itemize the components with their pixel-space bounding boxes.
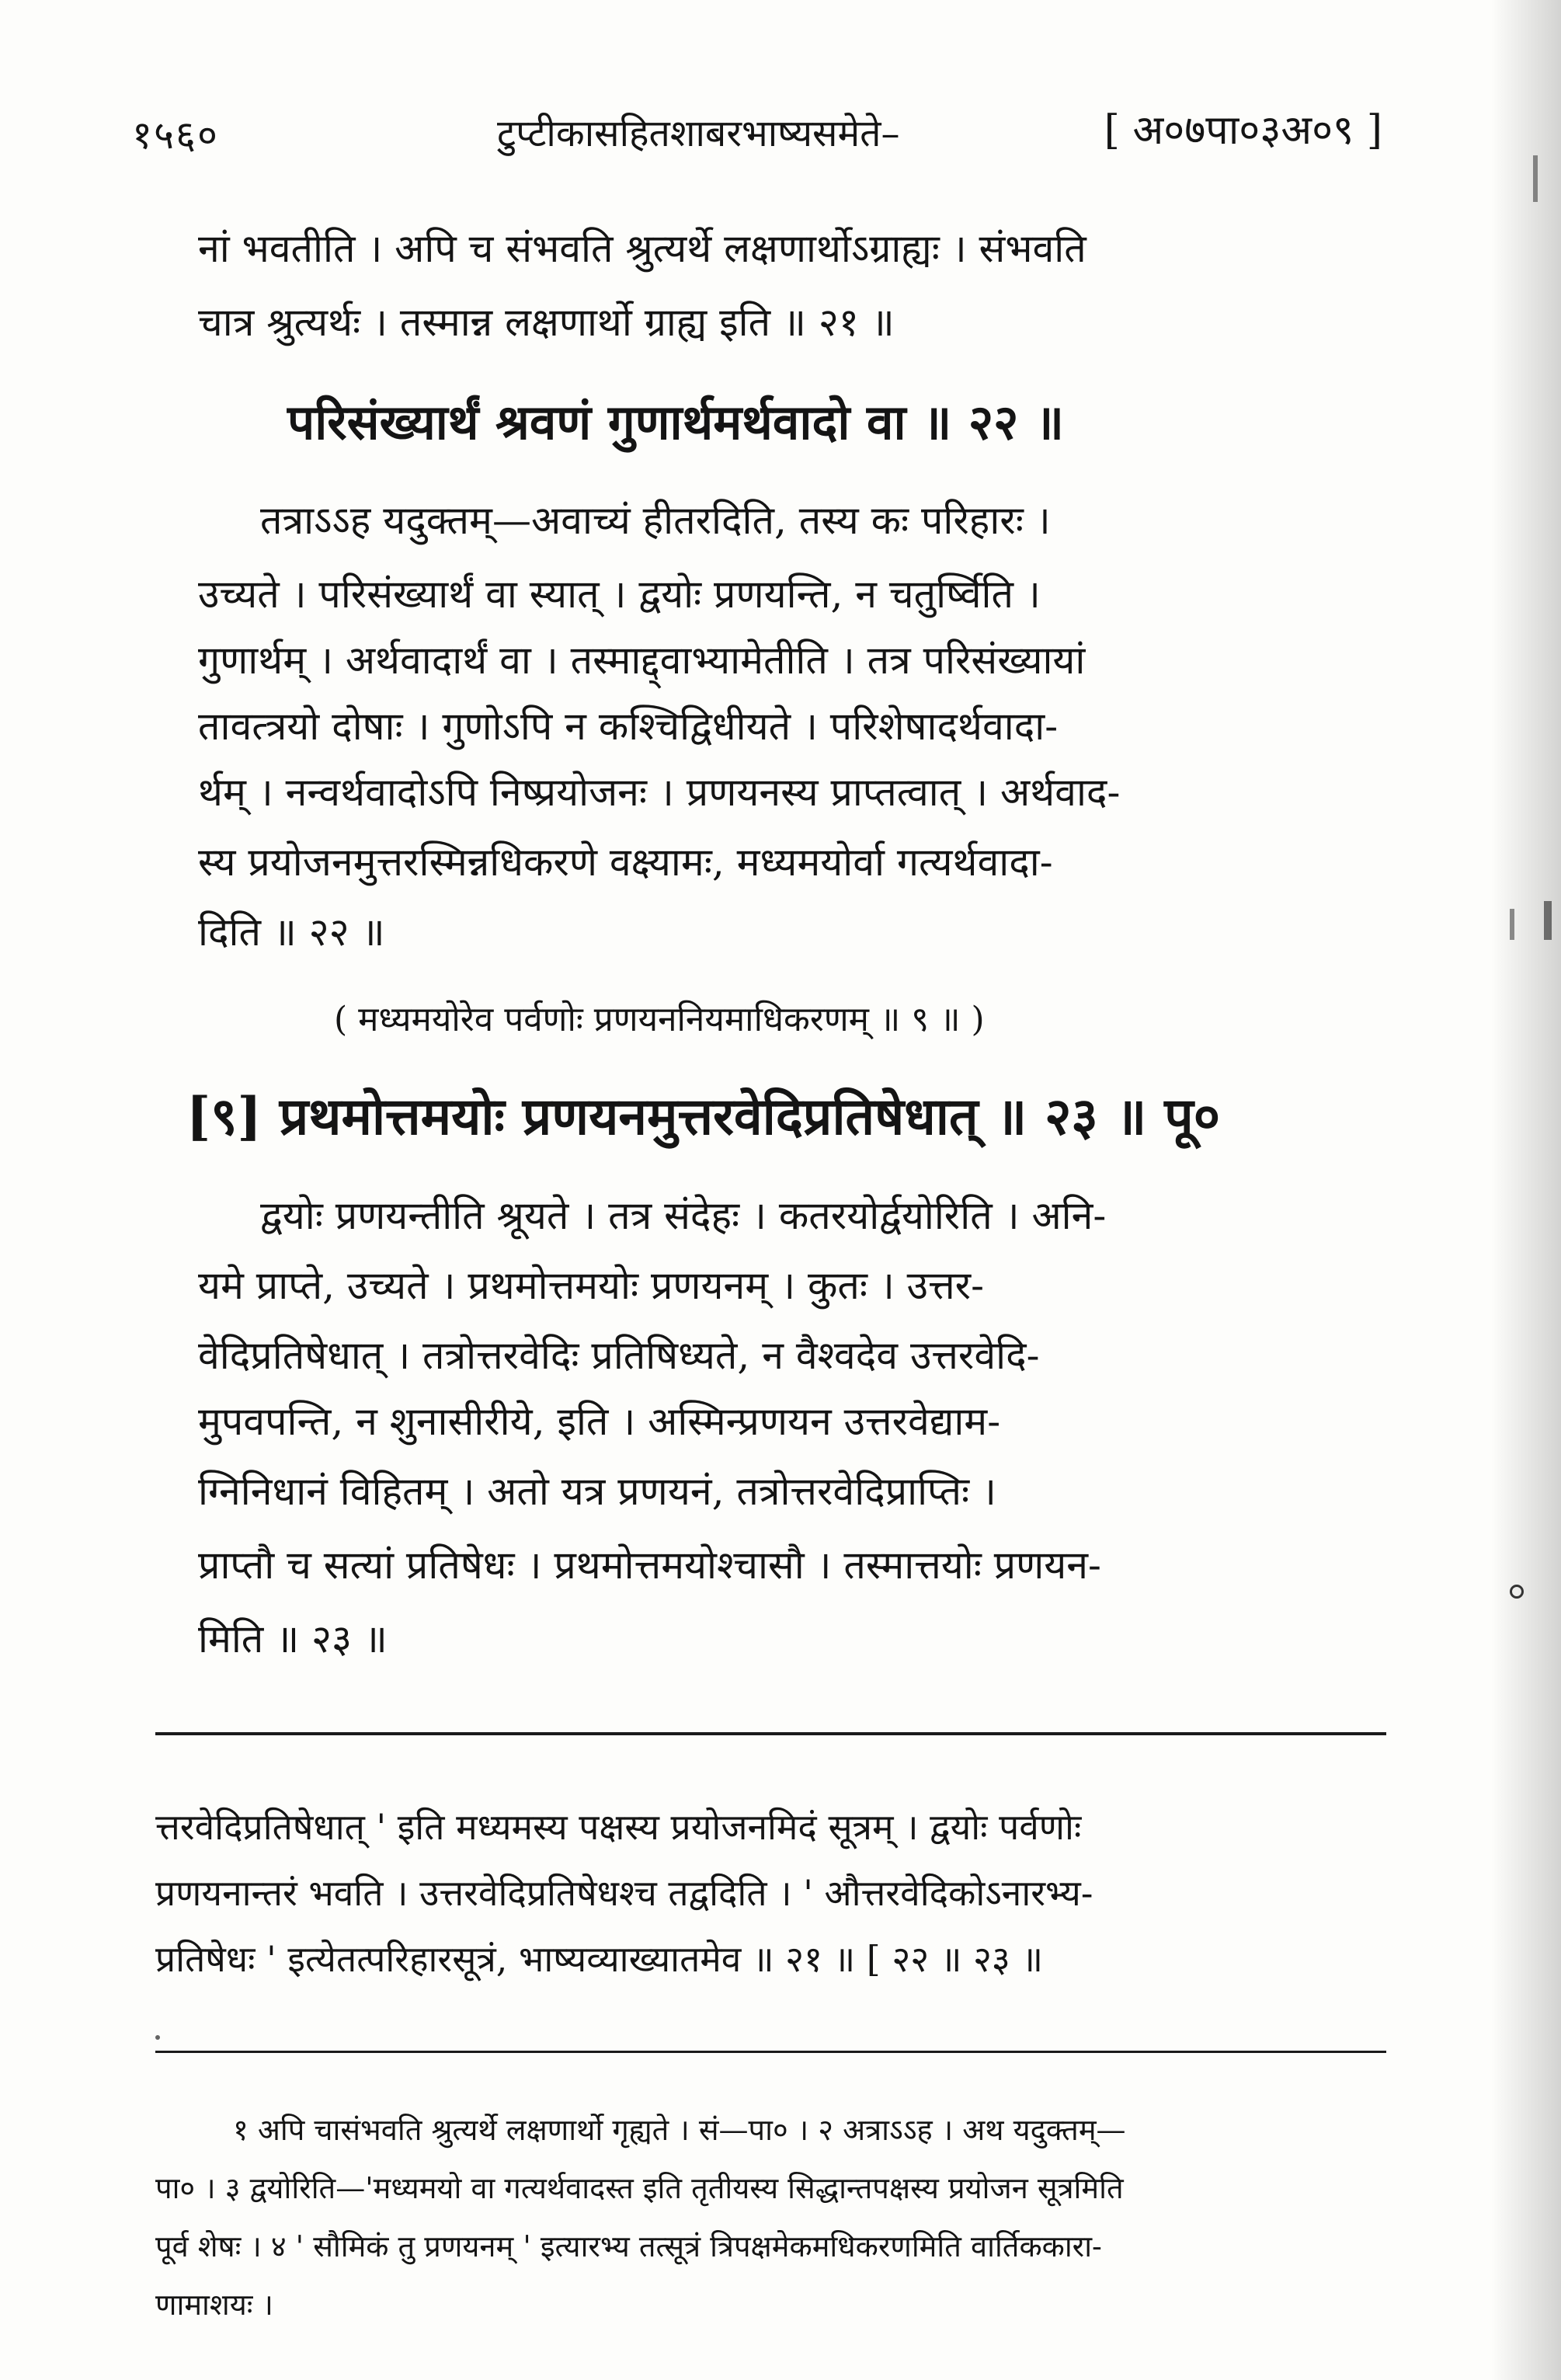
- footnote-line: पूर्व शेषः । ४ ' सौमिकं तु प्रणयनम् ' इत्यारभ्य तत्सूत्रं त्रिपक्षमेकमधिकरणमिति वार्तिककारा-: [155, 2229, 1102, 2263]
- running-title: टुप्टीकासहितशाबरभाष्यसमेते–: [497, 112, 900, 155]
- commentary-line: प्रणयनान्तरं भवति । उत्तरवेदिप्रतिषेधश्च तद्वदिति । ' औत्तरवेदिकोऽनारभ्य-: [155, 1872, 1093, 1914]
- body-line: चात्र श्रुत्यर्थः । तस्मान्न लक्षणार्थो ग्राह्य इति ॥ २१ ॥: [198, 300, 895, 345]
- scan-artifact: [1544, 901, 1552, 940]
- commentary-line: त्तरवेदिप्रतिषेधात् ' इति मध्यमस्य पक्षस्य प्रयोजनमिदं सूत्रम् । द्वयोः पर्वणोः: [155, 1806, 1082, 1848]
- bhashya-line: दिति ॥ २२ ॥: [198, 910, 385, 955]
- bhashya-line: स्य प्रयोजनमुत्तरस्मिन्नधिकरणे वक्ष्यामः, मध्यमयोर्वा गत्यर्थवादा-: [198, 840, 1053, 885]
- scan-artifact: [155, 2035, 160, 2040]
- bhashya-line: ग्निनिधानं विहितम् । अतो यत्र प्रणयनं, तत्रोत्तरवेदिप्राप्तिः ।: [198, 1469, 996, 1514]
- bhashya-line: मिति ॥ २३ ॥: [198, 1616, 388, 1661]
- footnote-line: पा० । ३ द्वयोरिति—'मध्यमयो वा गत्यर्थवादस्त इति तृतीयस्य सिद्धान्तपक्षस्य प्रयोजन सूत्रमिति: [155, 2171, 1124, 2205]
- bhashya-line: गुणार्थम् । अर्थवादार्थं वा । तस्माद्द्वाभ्यामेतीति । तत्र परिसंख्यायां: [198, 638, 1086, 683]
- bhashya-line: मुपवपन्ति, न शुनासीरीये, इति । अस्मिन्प्रणयन उत्तरवेद्याम-: [198, 1399, 1001, 1444]
- sutra-23: [९] प्रथमोत्तमयोः प्रणयनमुत्तरवेदिप्रतिषेधात् ॥ २३ ॥ पू०: [186, 1086, 1221, 1147]
- commentary-line: प्रतिषेधः ' इत्येतत्परिहारसूत्रं, भाष्यव्याख्यातमेव ॥ २१ ॥ [ २२ ॥ २३ ॥: [155, 1938, 1044, 1980]
- bhashya-line: र्थम् । नन्वर्थवादोऽपि निष्प्रयोजनः । प्रणयनस्य प्राप्तत्वात् । अर्थवाद-: [198, 770, 1121, 815]
- bhashya-line: तावत्त्रयो दोषाः । गुणोऽपि न कश्चिद्विधीयते । परिशेषादर्थवादा-: [198, 704, 1059, 749]
- bhashya-line: द्वयोः प्रणयन्तीति श्रूयते । तत्र संदेहः । कतरयोर्द्वयोरिति । अनि-: [260, 1193, 1107, 1238]
- footnote-line: णामाशयः ।: [155, 2288, 273, 2322]
- bhashya-line: वेदिप्रतिषेधात् । तत्रोत्तरवेदिः प्रतिषिध्यते, न वैश्वदेव उत्तरवेदि-: [198, 1333, 1040, 1378]
- bhashya-line: तत्राऽऽह यदुक्तम्—अवाच्यं हीतरदिति, तस्य कः परिहारः ।: [260, 498, 1051, 543]
- page-number: १५६०: [132, 113, 219, 158]
- bhashya-line: यमे प्राप्ते, उच्यते । प्रथमोत्तमयोः प्रणयनम् । कुतः । उत्तर-: [198, 1263, 984, 1308]
- footnote-line: १ अपि चासंभवति श्रुत्यर्थे लक्षणार्थो गृह्यते । सं—पा० । २ अत्राऽऽह । अथ यदुक्तम्—: [233, 2113, 1126, 2147]
- bhashya-line: उच्यते । परिसंख्यार्थं वा स्यात् । द्वयोः प्रणयन्ति, न चतुर्ष्विति ।: [198, 572, 1041, 617]
- divider-rule: [155, 1732, 1386, 1735]
- section-reference: [ अ०७पा०३अ०९ ]: [1104, 107, 1382, 154]
- divider-rule: [155, 2051, 1386, 2053]
- body-line: नां भवतीति । अपि च संभवति श्रुत्यर्थे लक्षणार्थोऽग्राह्यः । संभवति: [198, 226, 1086, 271]
- scan-artifact: [1510, 1585, 1524, 1599]
- adhikarana-title: ( मध्यमयोरेव पर्वणोः प्रणयननियमाधिकरणम् ॥ ९ ॥ ): [334, 1000, 985, 1039]
- bhashya-line: प्राप्तौ च सत्यां प्रतिषेधः । प्रथमोत्तमयोश्चासौ । तस्मात्तयोः प्रणयन-: [198, 1543, 1101, 1588]
- scan-artifact: [1510, 909, 1514, 940]
- page-header: [124, 101, 1382, 171]
- page-edge-shadow: [1491, 0, 1561, 2380]
- scan-artifact: [1533, 155, 1538, 202]
- sutra-22: परिसंख्यार्थं श्रवणं गुणार्थमर्थवादो वा ॥ २२ ॥: [287, 394, 1065, 451]
